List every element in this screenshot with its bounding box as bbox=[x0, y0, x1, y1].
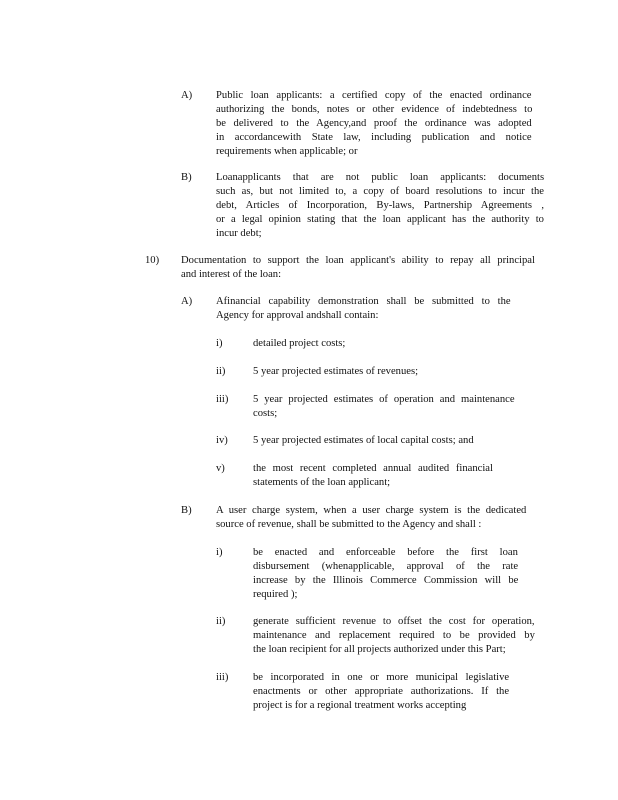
text-line: enactments or other appropriate authorizations. If the bbox=[253, 686, 510, 697]
item-label: i) bbox=[216, 338, 223, 349]
text-line: incur debt; bbox=[216, 228, 262, 239]
text-line: generate sufficient revenue to offset the cost for operation, bbox=[253, 616, 535, 627]
text-line: Documentation to support the loan applicant's ability to repay all principal bbox=[181, 255, 535, 266]
text-line: the loan recipient for all projects authorized under this Part; bbox=[253, 644, 506, 655]
item-text bbox=[253, 671, 509, 713]
text-line: project is for a regional treatment works accepting bbox=[253, 700, 467, 711]
text-line: 5 year projected estimates of local capital costs; and bbox=[253, 435, 474, 446]
item-text bbox=[253, 434, 515, 448]
item-label: i) bbox=[216, 547, 223, 558]
text-line: be incorporated in one or more municipal legislative bbox=[253, 672, 510, 683]
item-label: A) bbox=[181, 90, 193, 101]
item-label: iii) bbox=[216, 672, 229, 683]
item-label: v) bbox=[216, 463, 225, 474]
text-line: in accordancewith State law, including publication and notice bbox=[216, 132, 532, 143]
text-line: costs; bbox=[253, 408, 278, 419]
text-line: Public loan applicants: a certified copy of the enacted ordinance bbox=[216, 90, 532, 101]
item-label: ii) bbox=[216, 616, 226, 627]
text-line: requirements when applicable; or bbox=[216, 146, 358, 157]
text-line: such as, but not limited to, a copy of board resolutions to incur the bbox=[216, 186, 544, 197]
text-line: A user charge system, when a user charge system is the dedicated bbox=[216, 505, 527, 516]
text-line: or a legal opinion stating that the loan applicant has the authority to bbox=[216, 214, 544, 225]
item-text bbox=[216, 171, 544, 241]
text-line: maintenance and replacement required to be provided by bbox=[253, 630, 535, 641]
text-line: source of revenue, shall be submitted to the Agency and shall : bbox=[216, 519, 482, 530]
text-line: statements of the loan applicant; bbox=[253, 477, 391, 488]
item-label: 10) bbox=[145, 255, 160, 266]
text-line: 5 year projected estimates of operation and maintenance bbox=[253, 394, 515, 405]
item-text bbox=[216, 89, 532, 159]
item-text bbox=[216, 504, 526, 532]
item-label: iv) bbox=[216, 435, 228, 446]
text-line: be delivered to the Agency,and proof the ordinance was adopted bbox=[216, 118, 532, 129]
text-line: be enacted and enforceable before the first loan bbox=[253, 547, 518, 558]
text-line: required ); bbox=[253, 589, 298, 600]
item-label: A) bbox=[181, 296, 193, 307]
text-line: Afinancial capability demonstration shall be submitted to the bbox=[216, 296, 511, 307]
item-label: ii) bbox=[216, 366, 226, 377]
item-label: B) bbox=[181, 505, 192, 516]
item-text bbox=[253, 615, 535, 657]
item-text bbox=[253, 393, 515, 421]
item-label: iii) bbox=[216, 394, 229, 405]
text-line: disbursement (whenapplicable, approval of the rate bbox=[253, 561, 519, 572]
text-line: Agency for approval andshall contain: bbox=[216, 310, 379, 321]
text-line: detailed project costs; bbox=[253, 338, 346, 349]
text-line: authorizing the bonds, notes or other evidence of indebtedness to bbox=[216, 104, 533, 115]
item-text bbox=[253, 462, 493, 490]
text-line: debt, Articles of Incorporation, By-laws, Partnership Agreements , bbox=[216, 200, 544, 211]
text-line: 5 year projected estimates of revenues; bbox=[253, 366, 419, 377]
text-line: the most recent completed annual audited financial bbox=[253, 463, 493, 474]
item-label: B) bbox=[181, 172, 192, 183]
item-text bbox=[253, 365, 513, 379]
item-text bbox=[253, 337, 513, 351]
text-line: increase by the Illinois Commerce Commission will be bbox=[253, 575, 519, 586]
text-line: and interest of the loan: bbox=[181, 269, 282, 280]
item-text bbox=[216, 295, 511, 323]
item-text bbox=[181, 254, 535, 282]
item-text bbox=[253, 546, 518, 602]
text-line: Loanapplicants that are not public loan applicants: documents bbox=[216, 172, 545, 183]
